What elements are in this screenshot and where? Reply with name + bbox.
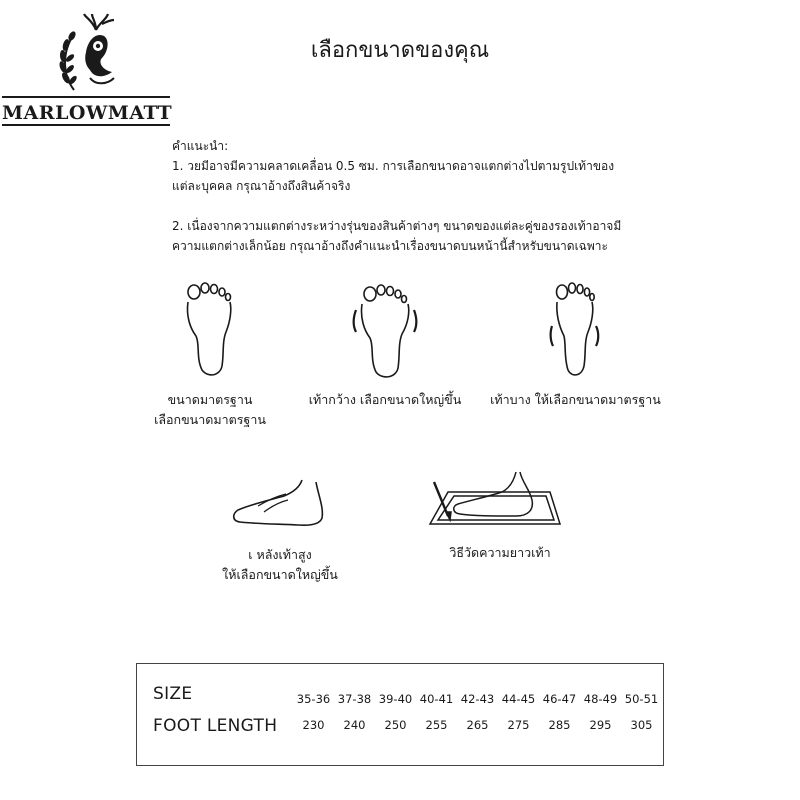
wide-foot-icon [350, 282, 420, 382]
brand-logo [0, 8, 176, 128]
high-instep-foot-icon [228, 478, 328, 528]
narrow-foot-caption [488, 390, 663, 410]
high-instep-caption [205, 545, 355, 585]
size-cell: 40-41 [419, 692, 454, 706]
narrow-caption-line-1: เท้าบาง ให้เลือกขนาดมาตรฐาน [490, 392, 661, 407]
standard-foot-icon [180, 280, 240, 380]
high-instep-caption-line-1: เ หลังเท้าสูง [248, 547, 312, 562]
note-2-line-1: 2. เนื่องจากความแตกต่างระหว่างรุ่นของสินค้าต่างๆ ขนาดของแต่ละคู่ของรองเท้าอาจมี [172, 219, 622, 233]
length-cell: 255 [425, 718, 448, 732]
size-values-row [293, 692, 662, 706]
foot-length-row-label: FOOT LENGTH [153, 716, 278, 736]
narrow-foot-icon [544, 280, 604, 380]
standard-caption-line-1: ขนาดมาตรฐาน [167, 392, 253, 407]
size-cell: 50-51 [624, 692, 659, 706]
wide-caption-line-1: เท้ากว้าง เลือกขนาดใหญ่ขึ้น [308, 392, 462, 407]
notes-heading: คำแนะนำ: [172, 139, 229, 153]
length-cell: 230 [302, 718, 325, 732]
length-cell: 265 [466, 718, 489, 732]
size-cell: 48-49 [583, 692, 618, 706]
note-2-line-2: ความแตกต่างเล็กน้อย กรุณาอ้างถึงคำแนะนำเรื่องขนาดบนหน้านี้สำหรับขนาดเฉพาะ [172, 239, 608, 253]
size-notes [172, 136, 692, 256]
measure-caption-line-1: วิธีวัดความยาวเท้า [449, 545, 551, 560]
size-row-label: SIZE [153, 684, 193, 704]
size-cell: 42-43 [460, 692, 495, 706]
length-cell: 240 [343, 718, 366, 732]
length-cell: 295 [589, 718, 612, 732]
standard-caption-line-2: เลือกขนาดมาตรฐาน [154, 412, 266, 427]
note-1-line-2: แต่ละบุคคล กรุณาอ้างถึงสินค้าจริง [172, 179, 351, 193]
measure-foot-icon [420, 470, 570, 532]
size-cell: 35-36 [296, 692, 331, 706]
standard-foot-caption [130, 390, 290, 430]
size-cell: 44-45 [501, 692, 536, 706]
size-cell: 37-38 [337, 692, 372, 706]
wide-foot-caption [300, 390, 470, 410]
foot-length-values-row [293, 718, 662, 732]
brand-name: MARLOWMATT [2, 96, 170, 126]
length-cell: 305 [630, 718, 653, 732]
size-chart-table [136, 663, 664, 766]
length-cell: 275 [507, 718, 530, 732]
note-1-line-1: 1. วยมีอาจมีความคลาดเคลื่อน 0.5 ซม. การเลือกขนาดอาจแตกต่างไปตามรูปเท้าของ [172, 159, 615, 173]
page-title: เลือกขนาดของคุณ [310, 38, 490, 63]
length-cell: 250 [384, 718, 407, 732]
size-cell: 46-47 [542, 692, 577, 706]
high-instep-caption-line-2: ให้เลือกขนาดใหญ่ขึ้น [222, 567, 338, 582]
measure-caption [430, 543, 570, 563]
length-cell: 285 [548, 718, 571, 732]
size-cell: 39-40 [378, 692, 413, 706]
